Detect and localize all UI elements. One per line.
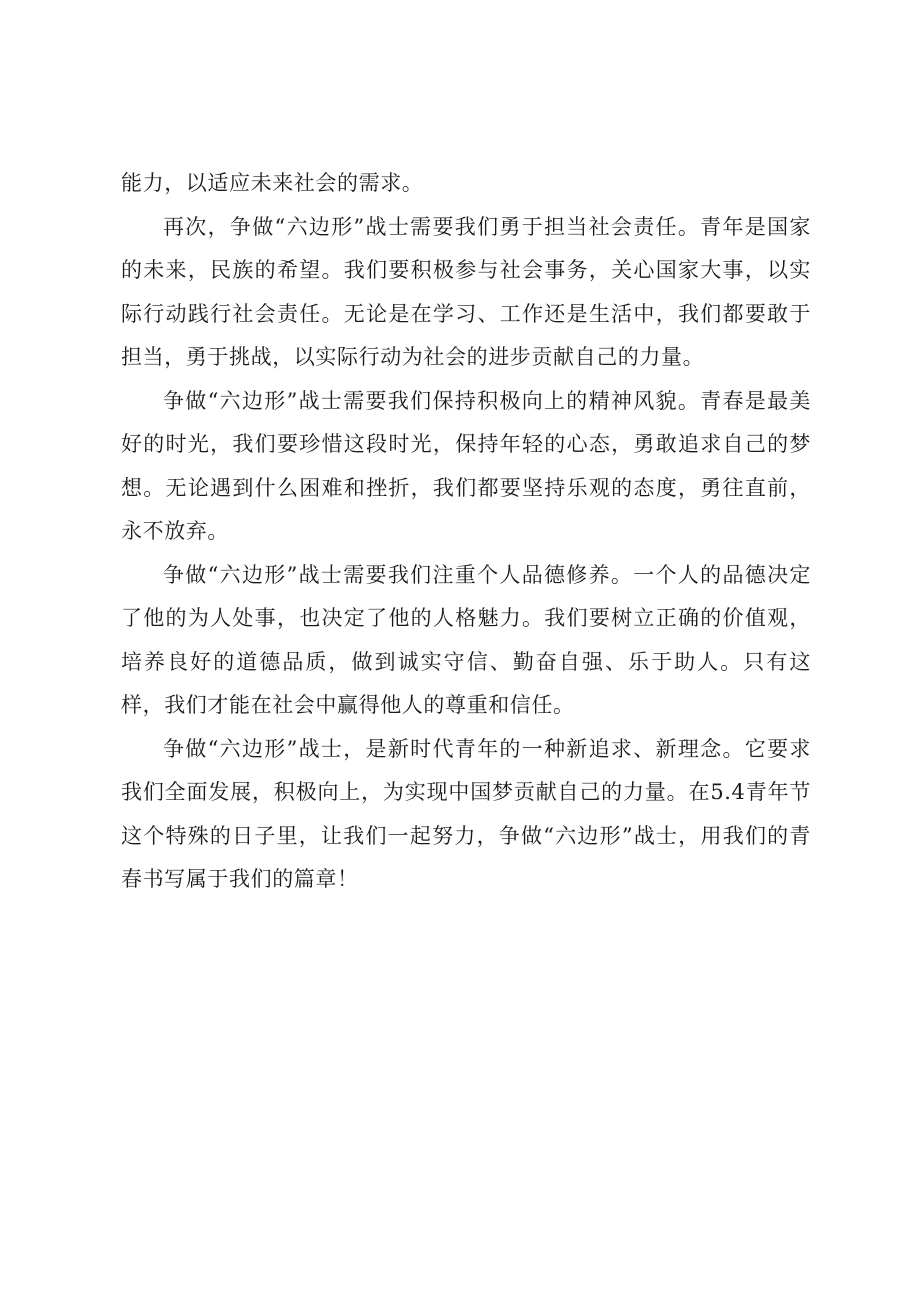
paragraph-positive-spirit: 争做“六边形”战士需要我们保持积极向上的精神风貌。青春是最美好的时光，我们要珍惜这段时光，保持年轻的心态，勇敢追求自己的梦想。无论遇到什么困难和挫折，我们都要坚持乐观的态度，勇往直前，永不放弃。 [121,388,811,543]
paragraph-personal-morality: 争做“六边形”战士需要我们注重个人品德修养。一个人的品德决定了他的为人处事，也决定了他的人格魅力。我们要树立正确的价值观，培养良好的道德品质，做到诚实守信、勤奋自强、乐于助人。只有这样，我们才能在社会中赢得他人的尊重和信任。 [121,562,811,717]
paragraph-social-responsibility: 再次，争做“六边形”战士需要我们勇于担当社会责任。青年是国家的未来，民族的希望。我们要积极参与社会事务，关心国家大事，以实际行动践行社会责任。无论是在学习、工作还是生活中，我们都要敢于担当，勇于挑战，以实际行动为社会的进步贡献自己的力量。 [121,214,811,369]
document-body [121,162,811,902]
paragraph-conclusion: 争做“六边形”战士，是新时代青年的一种新追求、新理念。它要求我们全面发展，积极向上，为实现中国梦贡献自己的力量。在5.4青年节这个特殊的日子里，让我们一起努力，争做“六边形”战士，用我们的青春书写属于我们的篇章！ [121,736,811,891]
paragraph-continuation: 能力，以适应未来社会的需求。 [121,171,424,195]
